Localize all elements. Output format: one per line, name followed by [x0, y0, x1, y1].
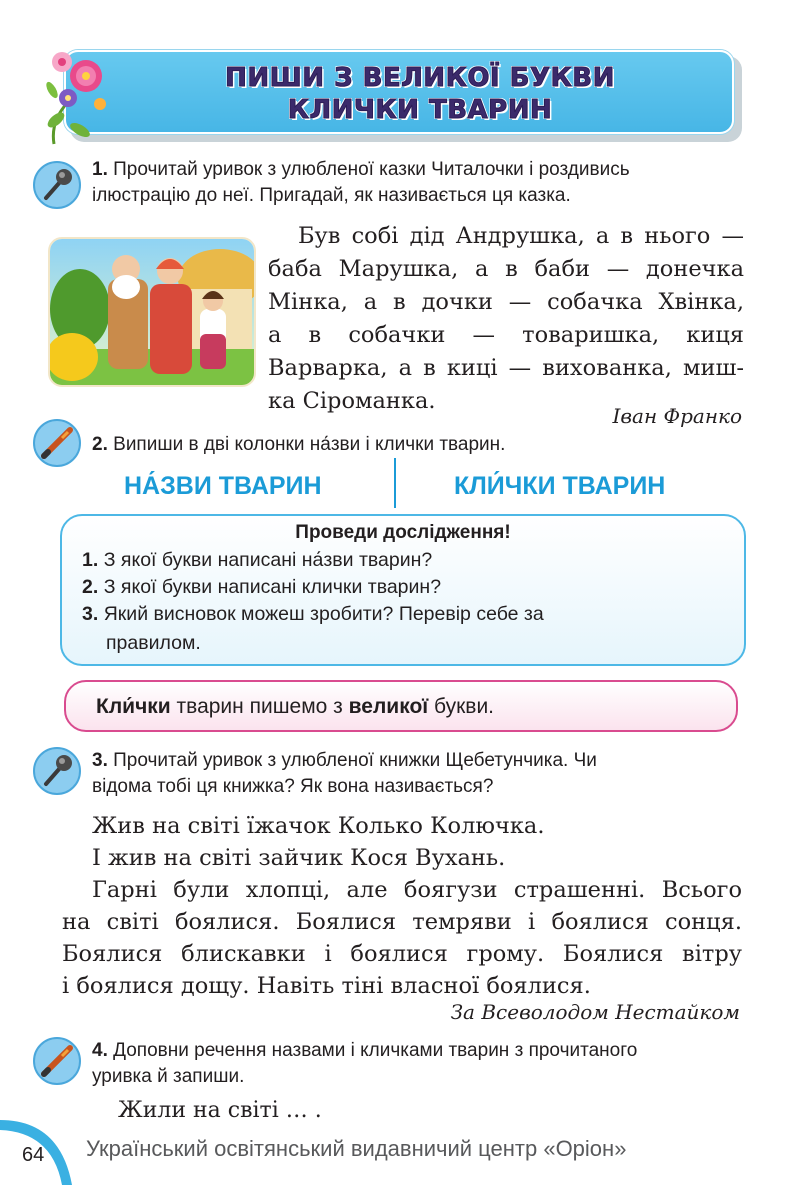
research-item-number: 1. [82, 549, 99, 571]
excerpt-line: Гарні були хлопці, але боягузи страшенні. Всього [92, 877, 742, 903]
research-item [82, 547, 432, 573]
story-line: баба Марушка, а в баби — донечка [268, 256, 744, 282]
excerpt-line: Жив на світі їжачок Колько Колючка. [92, 813, 545, 839]
sentence-to-complete: Жили на світі … . [118, 1098, 322, 1123]
page-title-line2: КЛИЧКИ ТВАРИН [287, 95, 553, 125]
task-3-text [92, 748, 752, 800]
research-item [82, 574, 441, 600]
task-3-line2: відома тобі ця книжка? Як вона називається? [92, 776, 494, 797]
task-1-text [92, 157, 752, 209]
pen-icon [32, 418, 82, 468]
fairy-tale-excerpt [268, 220, 744, 418]
rule-end: букви. [434, 695, 495, 718]
column-header-nicknames: КЛИ́ЧКИ ТВАРИН [454, 472, 666, 500]
task-2-line: Випиши в дві колонки на́зви і клички тварин. [113, 434, 506, 455]
task-4-number: 4. [92, 1040, 108, 1061]
page-number: 64 [22, 1144, 45, 1166]
rule-bold-capital: великої [348, 695, 429, 718]
story-author: Іван Франко [612, 404, 742, 428]
page-corner-decoration [0, 1110, 90, 1185]
publisher-footer: Український освітянський видавничий центр «Оріон» [86, 1136, 627, 1161]
task-2-number: 2. [92, 434, 108, 455]
research-item-text: З якої букви написані на́зви тварин? [103, 549, 433, 571]
task-1-line2: ілюстрацію до неї. Пригадай, як називається ця казка. [92, 185, 571, 206]
story-line: а в собачки — товаришка, киця [268, 322, 744, 348]
rule-text [96, 695, 494, 719]
excerpt-author: За Всеволодом Нестайком [450, 1000, 740, 1024]
task-2-text [92, 432, 752, 458]
task-3-number: 3. [92, 750, 108, 771]
task-1-number: 1. [92, 159, 108, 180]
column-header-names: НА́ЗВИ ТВАРИН [124, 472, 322, 500]
research-title: Проведи дослідження! [295, 522, 511, 543]
rule-bold-nicknames: Кли́чки [96, 695, 171, 718]
research-item-number: 2. [82, 576, 99, 598]
book-excerpt [62, 810, 742, 1002]
task-4-line1: Доповни речення назвами і кличками тварин з прочитаного [113, 1040, 638, 1061]
microphone-icon [32, 746, 82, 796]
excerpt-line: Боялися блискавки і боялися грому. Боялися вітру [62, 941, 742, 967]
story-line: Мінка, а в дочки — собачка Хвінка, [268, 289, 744, 315]
page-title [140, 62, 700, 126]
story-line: Був собі дід Андрушка, а в нього — [298, 223, 744, 249]
research-item [82, 601, 544, 627]
story-line: Варварка, а в киці — вихованка, миш- [268, 355, 744, 381]
research-item-text: Який висновок можеш зробити? Перевір себе за [103, 603, 544, 625]
page-title-line1: ПИШИ З ВЕЛИКОЇ БУКВИ [225, 63, 615, 93]
flower-icon [40, 40, 112, 150]
story-line: ка Сіроманка. [268, 388, 436, 414]
research-item-continuation: правилом. [106, 632, 201, 654]
excerpt-line: і боялися дощу. Навіть тіні власної боялися. [62, 973, 591, 999]
task-1-line1: Прочитай уривок з улюбленої казки Читалочки і роздивись [113, 159, 630, 180]
microphone-icon [32, 160, 82, 210]
task-3-line1: Прочитай уривок з улюбленої книжки Щебетунчика. Чи [113, 750, 597, 771]
pen-icon [32, 1036, 82, 1086]
excerpt-line: І жив на світі зайчик Кося Вухань. [92, 845, 506, 871]
excerpt-line: на світі боялися. Боялися темряви і боялися сонця. [62, 909, 742, 935]
column-divider [394, 458, 396, 508]
rule-middle: тварин пишемо з [176, 695, 343, 718]
task-4-line2: уривка й запиши. [92, 1066, 245, 1087]
task-4-text [92, 1038, 752, 1090]
research-item-text: З якої букви написані клички тварин? [103, 576, 442, 598]
fairy-tale-illustration [48, 237, 256, 387]
research-item-number: 3. [82, 603, 99, 625]
